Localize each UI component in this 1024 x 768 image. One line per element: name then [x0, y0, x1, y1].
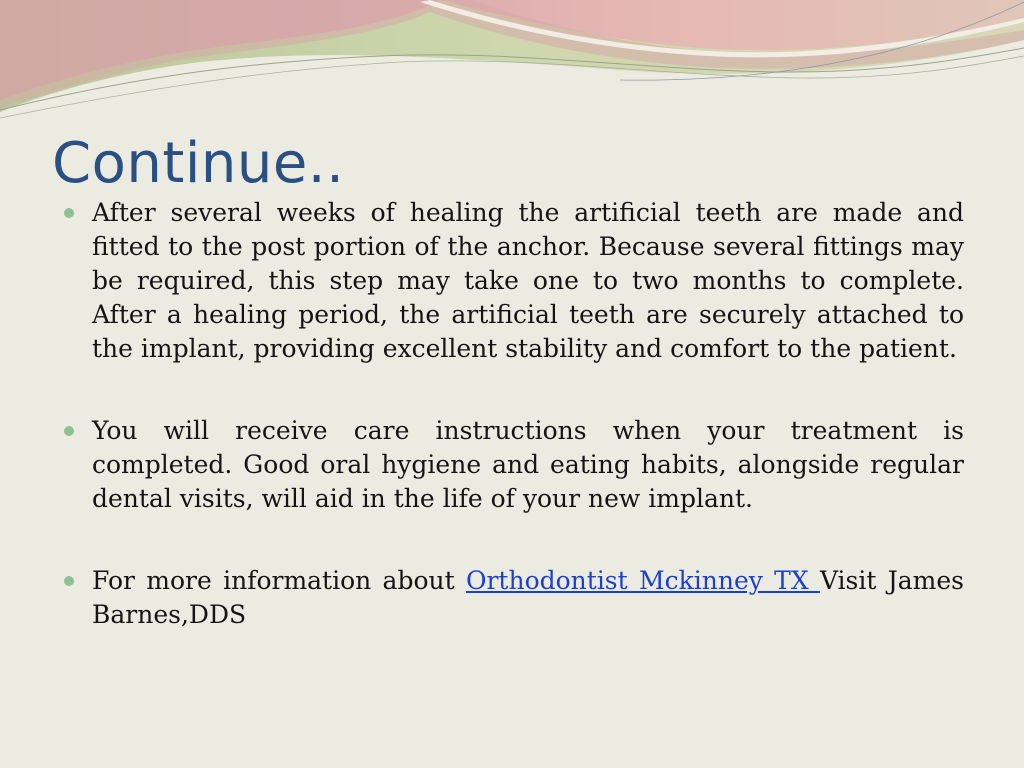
bullet-dot-icon: [64, 208, 74, 218]
bullet-text-suffix: Visit James Barnes,DDS: [92, 566, 964, 629]
bullet-item: [64, 564, 964, 632]
bullet-dot-icon: [64, 576, 74, 586]
bullet-text: You will receive care instructions when your treatment is completed. Good oral hygiene and eating habits, alongside regular dental visits, will aid in the life of your new implant.: [92, 416, 964, 513]
bullet-dot-icon: [64, 426, 74, 436]
slide-title: Continue..: [52, 131, 345, 196]
header-wave-decoration: [0, 0, 1024, 130]
orthodontist-link[interactable]: Orthodontist Mckinney TX: [465, 566, 820, 595]
bullet-item: [64, 414, 964, 516]
bullet-text: After several weeks of healing the artificial teeth are made and fitted to the post portion of the anchor. Because several fittings may be required, this step may take one to two months to complete. After a healing period, the artificial teeth are securely attached to the implant, providing excellent stability and comfort to the patient.: [92, 198, 964, 363]
bullet-item: [64, 196, 964, 366]
bullet-text-prefix: For more information about: [92, 566, 466, 595]
bullet-list: [64, 196, 964, 632]
